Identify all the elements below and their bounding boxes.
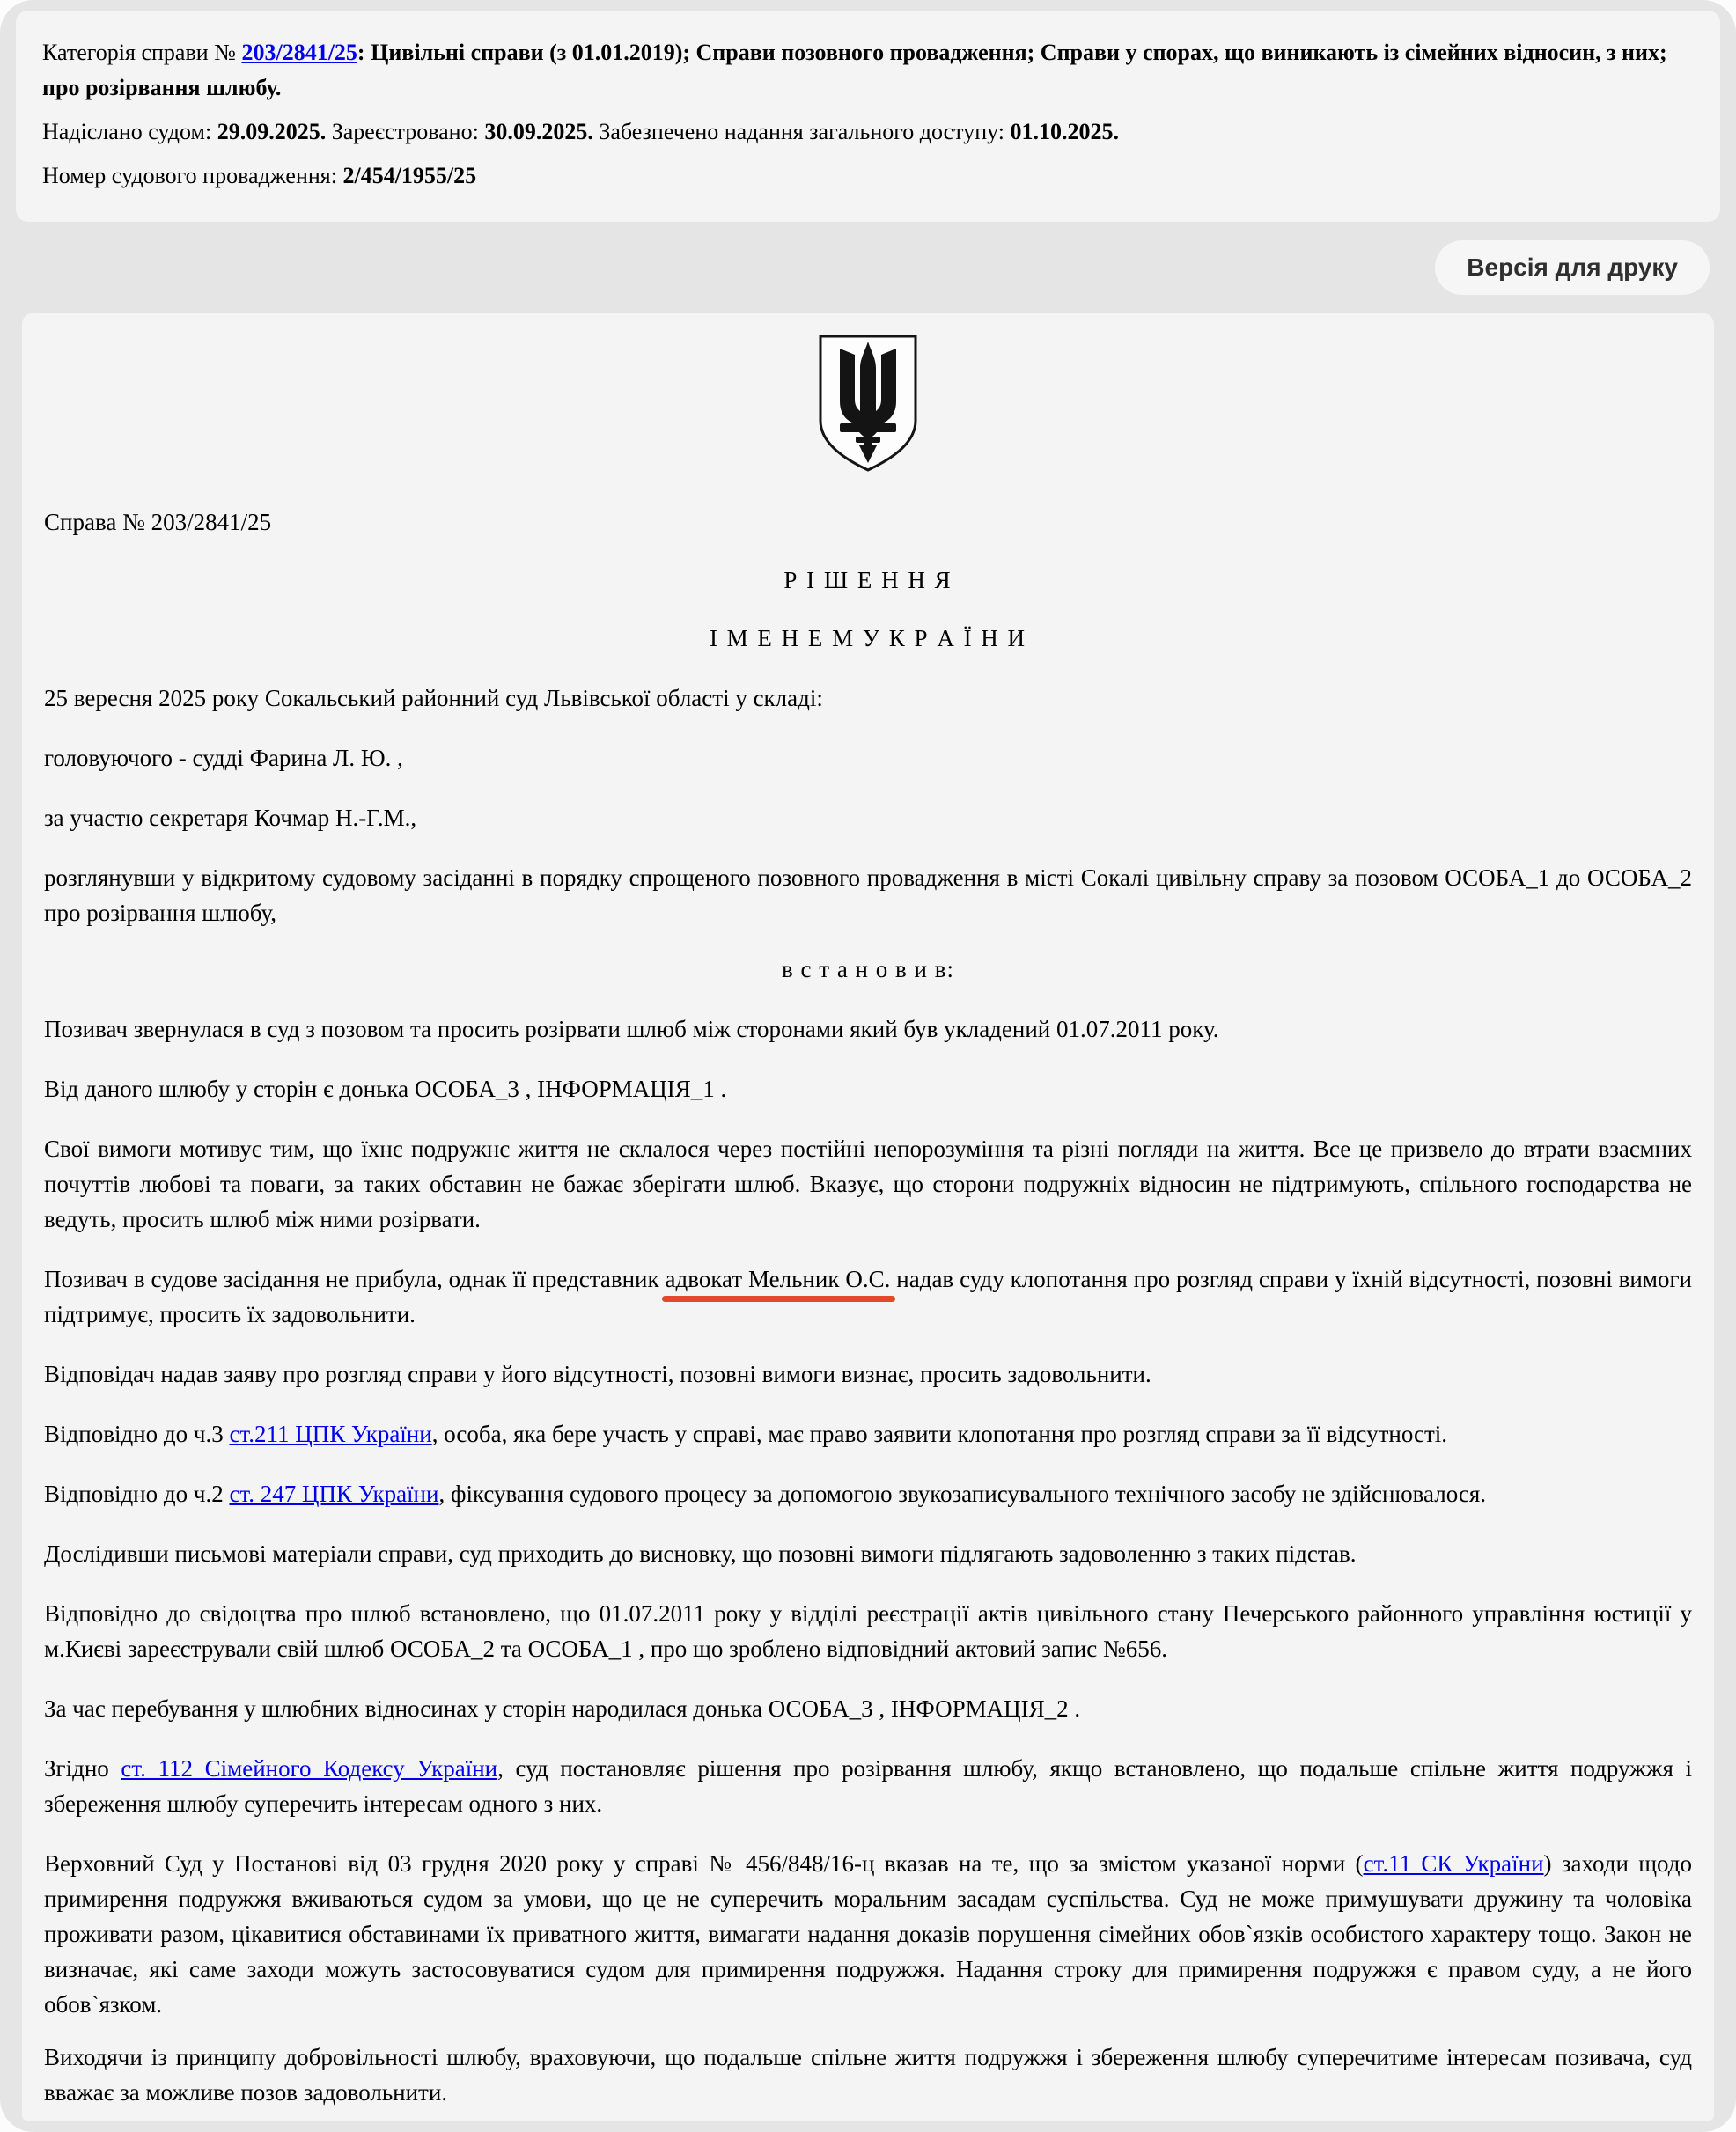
attorney-name-highlighted <box>666 1266 891 1292</box>
article-11-sk-link[interactable]: ст.11 СК України <box>1363 1850 1544 1877</box>
article-211-suffix: , особа, яка бере участь у справі, має право заявити клопотання про розгляд справи за її відсутності. <box>431 1421 1448 1447</box>
article-211-prefix: Відповідно до ч.3 <box>44 1421 230 1447</box>
article-112-suffix: , суд постановляє рішення про розірвання шлюбу, якщо встановлено, що подальше спільне життя подружжя і збереження шлюбу суперечить інтересам одного з них. <box>44 1755 1692 1817</box>
sent-date: 29.09.2025. <box>217 119 327 144</box>
paragraph-article-211 <box>44 1416 1692 1452</box>
category-label: Категорія справи № <box>42 40 242 65</box>
article-247-suffix: , фіксування судового процесу за допомогою звукозаписувального технічного засобу не здійснювалося. <box>438 1481 1487 1507</box>
article-112-prefix: Згідно <box>44 1755 121 1782</box>
registered-date: 30.09.2025. <box>484 119 593 144</box>
sent-label: Надіслано судом: <box>42 119 217 144</box>
supreme-court-suffix: ) заходи щодо примирення подружжя вживаються судом за умови, що це не суперечить моральним засадам суспільства. Суд не може примушувати дружину та чоловіка проживати разом, цікавитися обставинами їх приватного життя, вимагати надання доказів порушення сімейних обов`язків особистого характеру тощо. Закон не визначає, які саме заходи можуть застосовуватися судом для примирення подружжя. Надання строку для примирення подружжя є правом суду, а не його обов`язком. <box>44 1850 1693 2018</box>
paragraph-article-247 <box>44 1476 1692 1511</box>
paragraph-claim: Позивач звернулася в суд з позовом та просить розірвати шлюб між сторонами який був укладений 01.07.2011 року. <box>44 1016 1219 1042</box>
article-247-prefix: Відповідно до ч.2 <box>44 1481 230 1507</box>
article-211-link[interactable]: ст.211 ЦПК України <box>229 1421 432 1447</box>
access-label: Забезпечено надання загального доступу: <box>592 119 1011 144</box>
document-case-number: Справа № 203/2841/25 <box>44 509 272 535</box>
presiding-judge-line: головуючого - судді Фарина Л. Ю. , <box>44 745 403 771</box>
paragraph-plaintiff-absence <box>44 1261 1692 1332</box>
clipped-paragraph: Виходячи із принципу добровільності шлюбу, враховуючи, що подальше спільне життя подружжя і збереження шлюбу суперечитиме інтересам позивача, суд вважає за можливе позов задовольнити. <box>44 2044 1692 2106</box>
attorney-name: адвокат Мельник О.С. <box>665 1266 891 1292</box>
case-review-line: розглянувши у відкритому судовому засіданні в порядку спрощеного позовного провадження в місті Сокалі цивільну справу за позовом ОСОБА_1 до ОСОБА_2 про розірвання шлюбу, <box>44 864 1692 926</box>
paragraph-daughter: Від даного шлюбу у сторін є донька ОСОБА_3 , ІНФОРМАЦІЯ_1 . <box>44 1076 727 1102</box>
article-112-link[interactable]: ст. 112 Сімейного Кодексу України <box>121 1755 498 1782</box>
secretary-line: за участю секретаря Кочмар Н.-Г.М., <box>44 805 417 831</box>
paragraph-motives: Свої вимоги мотивує тим, що їхнє подружнє життя не склалося через постійні непорозуміння та різні погляди на життя. Все це призвело до втрати взаємних почуттів любові та поваги, за таких обставин не бажає зберігати шлюб. Вказує, що сторони подружніх відносин не підтримують, спільного господарства не ведуть, просить шлюб між ними розірвати. <box>44 1136 1692 1232</box>
court-decision-document <box>22 313 1714 2121</box>
case-number-link[interactable]: 203/2841/25 <box>241 40 357 65</box>
paragraph-defendant-statement: Відповідач надав заяву про розгляд справи у його відсутності, позовні вимоги визнає, просить задовольнити. <box>44 1361 1151 1387</box>
decision-title: Р І Ш Е Н Н Я <box>783 567 953 593</box>
supreme-court-prefix: Верховний Суд у Постанові від 03 грудня 2020 року у справі № 456/848/16-ц вказав на те, що за змістом указаної норми ( <box>44 1850 1364 1877</box>
toolbar <box>0 222 1736 313</box>
paragraph-article-112 <box>44 1751 1692 1821</box>
established-heading: в с т а н о в и в: <box>782 956 954 982</box>
ukraine-coat-of-arms-icon <box>814 333 922 474</box>
case-category-line <box>42 35 1694 106</box>
access-date: 01.10.2025. <box>1010 119 1119 144</box>
paragraph-supreme-court <box>44 1846 1692 2022</box>
proceeding-number: 2/454/1955/25 <box>342 163 477 188</box>
colon-separator: : <box>357 40 371 65</box>
paragraph-marriage-certificate: Відповідно до свідоцтва про шлюб встановлено, що 01.07.2011 року у відділі реєстрації актів цивільного стану Печерського районного управління юстиції у м.Києві зареєстрували свій шлюб ОСОБА_2 та ОСОБА_1 , про що зроблено відповідний актовий запис №656. <box>44 1600 1692 1662</box>
plaintiff-absence-text-end: надав суду клопотання про розгляд справи у їхній відсутності, позовні вимоги підтримує, просить їх задовольнити. <box>44 1266 1692 1327</box>
print-version-button[interactable]: Версія для друку <box>1435 240 1710 295</box>
proceeding-number-line <box>42 158 1694 194</box>
registered-label: Зареєстровано: <box>326 119 485 144</box>
emblem-container <box>44 333 1692 478</box>
court-composition-line: 25 вересня 2025 року Сокальський районний суд Львівської області у складі: <box>44 685 823 711</box>
dates-line <box>42 114 1694 150</box>
paragraph-daughter-born: За час перебування у шлюбних відносинах у сторін народилася донька ОСОБА_3 , ІНФОРМАЦІЯ_2 . <box>44 1695 1081 1722</box>
plaintiff-absence-text-start: Позивач в судове засідання не прибула, однак її представник <box>44 1266 666 1292</box>
article-247-link[interactable]: ст. 247 ЦПК України <box>229 1481 439 1507</box>
case-meta-card <box>16 11 1720 222</box>
proceeding-label: Номер судового провадження: <box>42 163 343 188</box>
category-description: Цивільні справи (з 01.01.2019); Справи позовного провадження; Справи у спорах, що виникають із сімейних відносин, з них; про розірвання шлюбу. <box>42 40 1667 100</box>
in-the-name-of-ukraine-title: І М Е Н Е М У К Р А Ї Н И <box>709 625 1027 651</box>
paragraph-court-conclusion: Дослідивши письмові матеріали справи, суд приходить до висновку, що позовні вимоги підлягають задоволенню з таких підстав. <box>44 1540 1357 1567</box>
